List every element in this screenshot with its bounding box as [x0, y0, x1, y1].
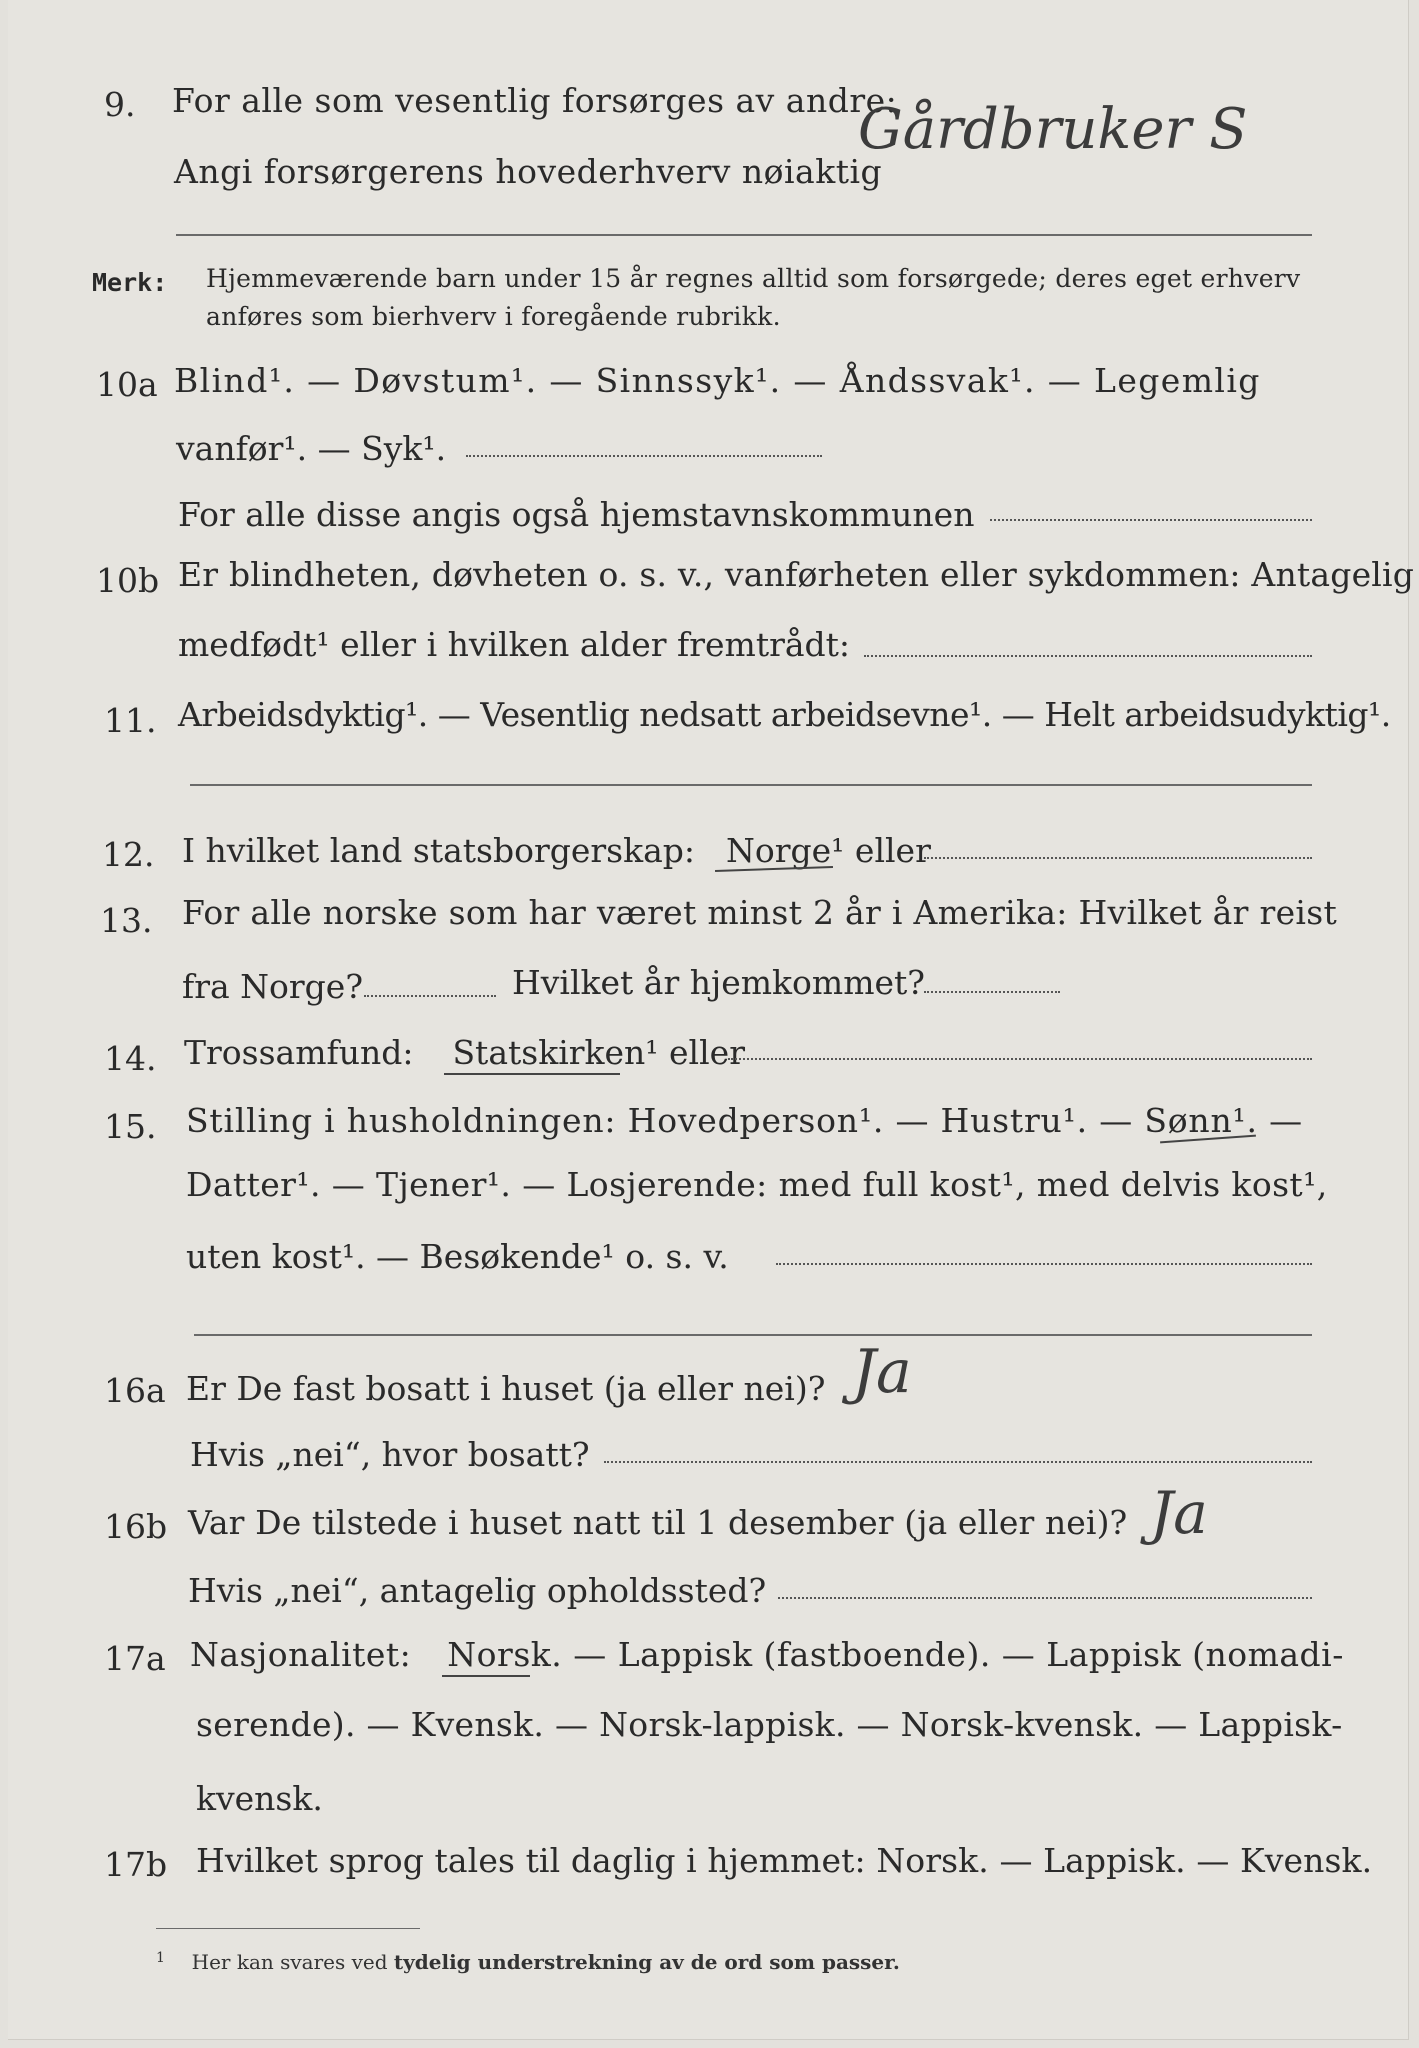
- q16a-bosatt-line[interactable]: [604, 1461, 1312, 1463]
- q12-text: [182, 831, 931, 870]
- q15-answer-dots[interactable]: [776, 1263, 1312, 1265]
- q16b-opholdssted-line[interactable]: [778, 1597, 1312, 1599]
- q16b-line2: Hvis „nei“, antagelig opholdssted?: [188, 1571, 767, 1610]
- q16a-line1: Er De fast bosatt i huset (ja eller nei)?: [186, 1369, 826, 1408]
- merk-line2: anføres som bierhverv i foregående rubrikk.: [206, 302, 781, 331]
- q17a-number: 17a: [104, 1639, 166, 1678]
- q12-post: eller: [854, 831, 931, 870]
- q17a-norsk-underline: [442, 1675, 530, 1677]
- q15-line2: Datter¹. — Tjener¹. — Losjerende: med full kost¹, med delvis kost¹,: [186, 1165, 1328, 1204]
- q10b-line2: medfødt¹ eller i hvilken alder fremtrådt:: [178, 625, 851, 664]
- q10a-hjemstavn-line[interactable]: [990, 519, 1312, 521]
- footnote-divider: [156, 1928, 420, 1929]
- q14-choice-statskirken: Statskirken¹: [452, 1033, 659, 1072]
- q14-eller-line[interactable]: [728, 1058, 1312, 1060]
- q11-number: 11.: [104, 701, 157, 740]
- q10a-line2: vanfør¹. — Syk¹.: [176, 429, 447, 468]
- q17a-line1-rest: — Lappisk (fastboende). — Lappisk (nomadi-: [573, 1635, 1344, 1674]
- q12-choice-norge: Norge¹: [726, 831, 845, 870]
- footnote-text-b: tydelig understrekning av de ord som passer.: [393, 1950, 900, 1974]
- q15-line1-text: Stilling i husholdningen: Hovedperson¹. — Hustru¹. —: [186, 1101, 1134, 1140]
- q9-handwritten-answer: Gårdbruker S: [858, 97, 1248, 162]
- q17a-choice-norsk: Norsk.: [447, 1635, 563, 1674]
- q14-statskirken-underline: [444, 1073, 620, 1075]
- q17a-pre: Nasjonalitet:: [190, 1635, 412, 1674]
- q16a-handwritten-answer: Ja: [852, 1337, 912, 1407]
- q15-line1: [186, 1101, 1303, 1140]
- q10a-number: 10a: [96, 365, 158, 404]
- q16b-handwritten-answer: Ja: [1150, 1479, 1208, 1547]
- q10a-line3: For alle disse angis også hjemstavnskommunen: [178, 495, 975, 534]
- q11-line1: Arbeidsdyktig¹. — Vesentlig nedsatt arbeidsevne¹. — Helt arbeidsudyktig¹.: [178, 695, 1391, 734]
- q15-line3: uten kost¹. — Besøkende¹ o. s. v.: [186, 1237, 729, 1276]
- q16a-number: 16a: [104, 1371, 166, 1410]
- q9-line2: Angi forsørgerens hovederhverv nøiaktig: [174, 152, 883, 191]
- q13-line2b: Hvilket år hjemkommet?: [512, 963, 925, 1002]
- footnote-mark: 1: [156, 1950, 165, 1966]
- q9-line1: For alle som vesentlig forsørges av andre:: [172, 81, 898, 120]
- q15-choice-sonn: Sønn¹.: [1144, 1101, 1258, 1140]
- q14-text: [184, 1033, 745, 1072]
- q13-line1: For alle norske som har været minst 2 år i Amerika: Hvilket år reist: [182, 893, 1338, 932]
- q12-eller-line[interactable]: [924, 857, 1312, 859]
- q17b-number: 17b: [104, 1845, 168, 1884]
- q17b-line1: Hvilket sprog tales til daglig i hjemmet: Norsk. — Lappisk. — Kvensk.: [196, 1841, 1373, 1880]
- q10b-number: 10b: [96, 561, 160, 600]
- q13-hjemkommet-line[interactable]: [924, 991, 1060, 993]
- q16b-line1: Var De tilstede i huset natt til 1 desember (ja eller nei)?: [188, 1503, 1128, 1542]
- q13-line2a: fra Norge?: [182, 967, 364, 1006]
- merk-line1: Hjemmeværende barn under 15 år regnes alltid som forsørgede; deres eget erhverv: [206, 264, 1301, 293]
- q17a-line1: [190, 1635, 1344, 1674]
- q12-number: 12.: [102, 835, 155, 874]
- q14-number: 14.: [104, 1039, 157, 1078]
- q13-number: 13.: [100, 901, 153, 940]
- q13-reist-line[interactable]: [364, 995, 496, 997]
- q17a-line3: kvensk.: [196, 1779, 323, 1818]
- q15-line1-end: —: [1269, 1101, 1303, 1140]
- q14-pre: Trossamfund:: [184, 1033, 414, 1072]
- q15-answer-line: [194, 1334, 1312, 1336]
- q10a-syk-line[interactable]: [466, 455, 822, 457]
- q14-post: eller: [669, 1033, 745, 1072]
- q9-answer-line: [176, 234, 1312, 236]
- q17a-line2: serende). — Kvensk. — Norsk-lappisk. — Norsk-kvensk. — Lappisk-: [196, 1705, 1343, 1744]
- q9-number: 9.: [104, 85, 136, 124]
- q15-number: 15.: [104, 1107, 157, 1146]
- q11-answer-line: [190, 784, 1312, 786]
- q16b-number: 16b: [104, 1507, 168, 1546]
- q12-pre: I hvilket land statsborgerskap:: [182, 831, 696, 870]
- footnote-text-a: Her kan svares ved: [191, 1950, 388, 1974]
- q10a-line1: Blind¹. — Døvstum¹. — Sinnssyk¹. — Åndssvak¹. — Legemlig: [174, 361, 1261, 400]
- q10b-line1: Er blindheten, døvheten o. s. v., vanførheten eller sykdommen: Antagelig: [178, 555, 1415, 594]
- q10b-alder-line[interactable]: [864, 655, 1312, 657]
- merk-label: Merk:: [92, 268, 168, 297]
- footnote: [156, 1950, 900, 1974]
- q16a-line2: Hvis „nei“, hvor bosatt?: [190, 1435, 590, 1474]
